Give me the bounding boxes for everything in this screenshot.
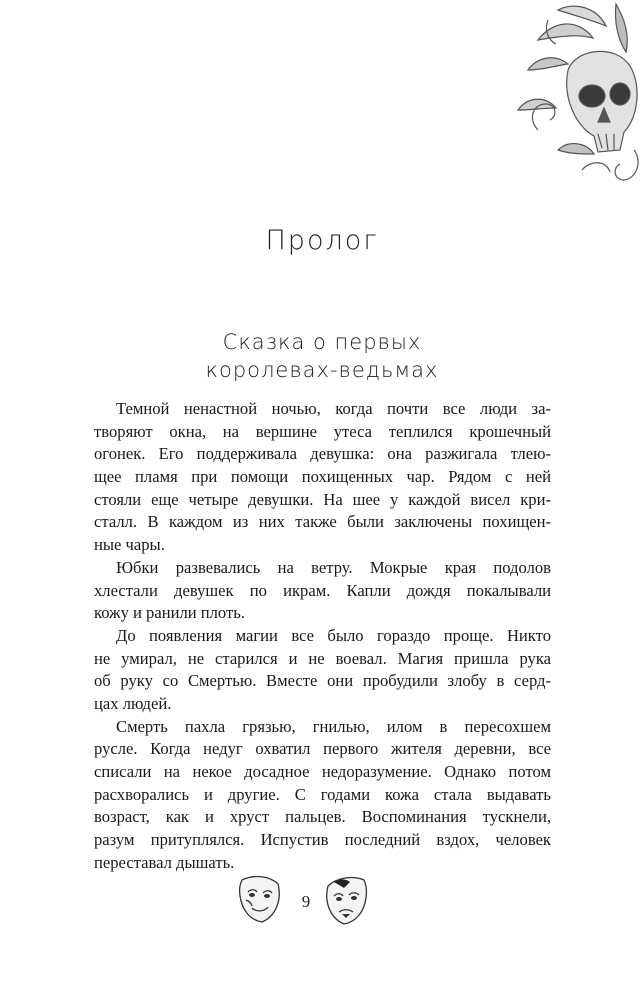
text-line: хлестали девушек по икрам. Капли дождя покалывали [94,580,551,600]
text-line: Темной ненастной ночью, когда почти все люди за- [116,399,551,418]
text-line: щее пламя при помощи похищенных чар. Рядом с ней [94,467,551,487]
text-line: ные чары. [94,535,165,555]
text-line: об руку со Смертью. Вместе они пробудили злобу в серд- [94,671,551,691]
text-line: расхворались и другие. С годами кожа стала выдавать [94,784,551,804]
subtitle-line: королевах-ведьмах [205,358,439,382]
text-line: русле. Когда недуг охватил первого жителя деревни, все [94,739,551,759]
text-line: переставал дышать. [94,852,235,872]
page-number: 9 [301,892,311,911]
skull-floral-ornament-icon [498,0,644,190]
text-line: не умирал, не старился и не воевал. Магия пришла рука [94,648,551,668]
text-line: Юбки развевались на ветру. Мокрые края подолов [116,557,551,577]
subtitle-line: Сказка о первых [222,330,422,354]
chapter-subtitle [0,328,644,384]
text-line: возраст, как и хруст пальцев. Воспоминания тускнели, [94,807,551,827]
text-line: цах людей. [94,693,172,713]
chapter-title: Пролог [265,225,379,256]
theater-mask-icon [236,874,284,926]
text-line: списали на некое досадное недоразумение. Однако потом [94,762,551,781]
text-line: Смерть пахла грязью, гнилью, илом в пересохшем [116,716,551,736]
text-line: До появления магии все было гораздо проще. Никто [116,625,551,645]
text-line: разум притуплялся. Испустив последний вздох, человек [94,830,551,850]
theater-mask-icon [322,876,370,926]
page-footer [0,872,644,928]
text-line: творяют окна, на вершине утеса теплился крошечный [94,421,551,441]
text-line: кожу и ранили плоть. [94,603,245,623]
body-text [94,398,551,874]
text-line: стояли еще четыре девушки. На шее у каждой висел кри- [94,489,551,509]
text-line: огонек. Его поддерживала девушка: она разжигала тлею- [94,444,551,464]
text-line: сталл. В каждом из них также были заключены похищен- [94,512,551,532]
